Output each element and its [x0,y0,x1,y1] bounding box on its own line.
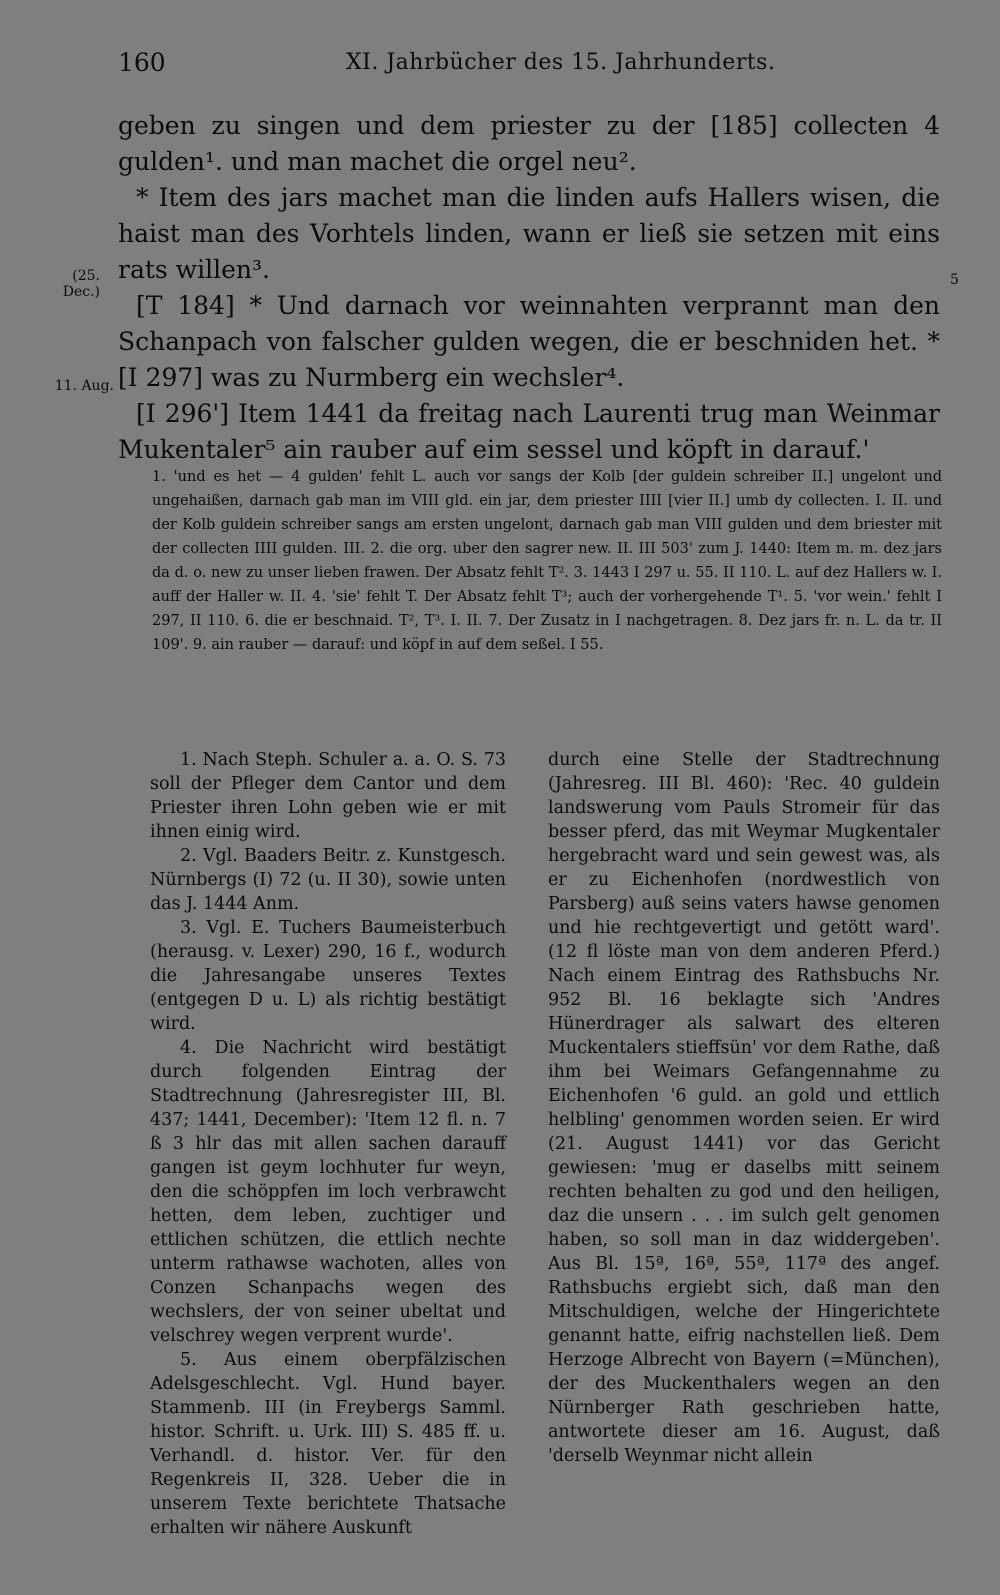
notes-left-column [150,748,506,1540]
note-paragraph: 5. Aus einem oberpfälzischen Adelsgeschlecht. Vgl. Hund bayer. Stammenb. III (in Freybergs Samml. histor. Schrift. u. Urk. III) S. 485 ff. u. Verhandl. d. histor. Ver. für den Regenkreis II, 328. Ueber die in unserem Texte berichtete Thatsache erhalten wir nähere Auskunft [150,1350,506,1538]
margin-date-line: Dec.) [62,284,100,300]
footnote-text: 1. 'und es het — 4 gulden' fehlt L. auch vor sangs der Kolb [der guldein schreiber II.] ungelont und ungehaißen, darnach gab man im VIII gld. ein jar, dem priester IIII [vier II.] umb dy collecten. I. II. und der Kolb guldein schreiber sangs am ersten ungelont, darnach gab man VIII gulden und dem briester mit der collecten IIII gulden. III. 2. die org. uber den sagrer new. II. III 503' zum J. 1440: Item m. m. dez jars da d. o. new zu unser lieben frawen. Der Absatz fehlt T². 3. 1443 I 297 u. 55. II 110. L. auf dez Hallers w. I. auff der Haller w. II. 4. 'sie' fehlt T. Der Absatz fehlt T³; auch der vorhergehende T¹. 5. 'vor wein.' fehlt I 297, II 110. 6. die er beschnaid. T², T³. I. II. 7. Der Zusatz in I nachgetragen. 8. Dez jars fr. n. L. da tr. II 109'. 9. ain rauber — darauf: und köpf in auf dem seßel. I 55. [152,469,942,653]
note-paragraph: 3. Vgl. E. Tuchers Baumeisterbuch (herausg. v. Lexer) 290, 16 f., wodurch die Jahresangabe unseres Textes (entgegen D u. L) als richtig bestätigt wird. [150,918,506,1034]
main-paragraph: [I 296'] Item 1441 da freitag nach Laurenti trug man Weinmar Mukentaler⁵ ain rauber auf eim sessel und köpft in darauf.' [118,399,940,464]
note-paragraph: 4. Die Nachricht wird bestätigt durch folgenden Eintrag der Stadtrechnung (Jahresregister III, Bl. 437; 1441, December): 'Item 12 fl. n. 7 ß 3 hlr das mit allen sachen darauff gangen ist geym lochhuter fur weyn, den die schöppfen im loch verbrawcht hetten, dem leben, zuchtiger und ettlichen schützen, die ettlich nechte unterm rathawse wachoten, alles von Conzen Schanpachs wegen des wechslers, der von seiner ubeltat und velschrey wegen verprent wurde'. [150,1038,506,1346]
main-paragraph: [T 184] * Und darnach vor weinnahten verprannt man den Schanpach von falscher gulden wegen, die er beschniden het. * [I 297] was zu Nurmberg ein wechsler⁴. [118,291,940,392]
margin-date-line: (25. [72,268,100,284]
main-text [118,108,940,468]
notes-right-column [548,748,940,1468]
variant-footnotes [152,465,942,657]
margin-date-aug: 11. Aug. [54,378,114,394]
main-paragraph: * Item des jars machet man die linden aufs Hallers wisen, die haist man des Vorhtels linden, wann er ließ sie setzen mit eins rats willen³. [118,183,940,284]
note-paragraph: 1. Nach Steph. Schuler a. a. O. S. 73 soll der Pfleger dem Cantor und dem Priester ihren Lohn geben wie er mit ihnen einig wird. [150,750,506,842]
note-paragraph: durch eine Stelle der Stadtrechnung (Jahresreg. III Bl. 460): 'Rec. 40 guldein landswerung vom Pauls Stromeir für das besser pferd, das mit Weymar Mugkentaler hergebracht ward und sein gewest was, als er zu Eichenhofen (nordwestlich von Parsberg) auß seins vaters hawse genomen und hie rechtgevertigt und getött ward'. (12 fl löste man von dem anderen Pferd.) Nach einem Eintrag des Rathsbuchs Nr. 952 Bl. 16 beklagte sich 'Andres Hünerdrager als salwart des elteren Muckentalers stieffsün' vor dem Rathe, daß ihm bei Weimars Gefangennahme zu Eichenhofen '6 guld. an gold und ettlich helbling' genommen worden seien. Er wird (21. August 1441) vor das Gericht gewiesen: 'mug er daselbs mitt seinem rechten behalten zu god und den heiligen, daz die unsern . . . im sulch gelt genomen haben, so soll man in daz widdergeben'. Aus Bl. 15ª, 16ª, 55ª, 117ª des angef. Rathsbuchs ergiebt sich, daß man den Mitschuldigen, welche der Hingerichtete genannt hatte, eifrig nachstellen ließ. Dem Herzoge Albrecht von Bayern (=München), der des Muckenthalers wegen an den Nürnberger Rath geschrieben hatte, antwortete dieser am 16. August, daß 'derselb Weynmar nicht allein [548,750,940,1466]
running-title: XI. Jahrbücher des 15. Jahrhunderts. [346,50,776,75]
line-number: 5 [950,272,959,288]
note-paragraph: 2. Vgl. Baaders Beitr. z. Kunstgesch. Nürnbergs (I) 72 (u. II 30), sowie unten das J. 1444 Anm. [150,846,506,914]
margin-date-dec [40,268,100,300]
main-paragraph: geben zu singen und dem priester zu der [185] collecten 4 gulden¹. und man machet die orgel neu². [118,111,940,176]
page-number: 160 [118,48,166,77]
